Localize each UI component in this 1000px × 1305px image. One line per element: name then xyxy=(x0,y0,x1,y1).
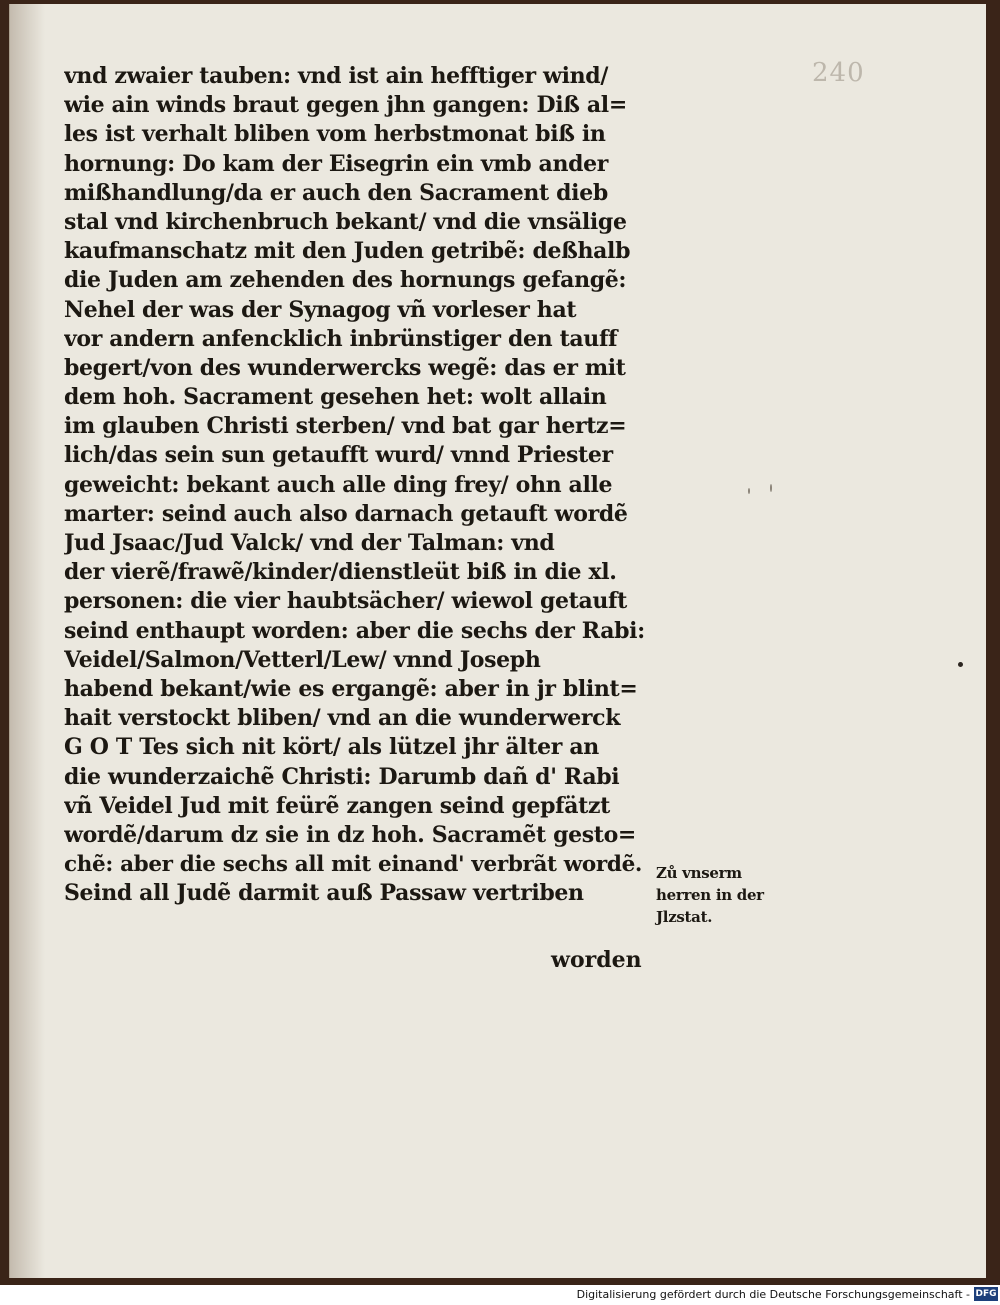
text-line: geweicht: bekant auch alle ding frey/ ohn alle xyxy=(64,471,613,498)
text-line: seind enthaupt worden: aber die sechs der Rabi: xyxy=(64,617,645,644)
text-line: lich/das sein sun getaufft wurd/ vnnd Priester xyxy=(64,442,613,469)
text-line: stal vnd kirchenbruch bekant/ vnd die vnsälige xyxy=(64,208,627,235)
marginal-note-line: Zů vnserm xyxy=(656,864,742,882)
ink-speck xyxy=(770,484,772,492)
footer-bar xyxy=(0,1285,1000,1305)
text-line: Seind all Judẽ darmit auß Passaw vertriben xyxy=(64,880,584,907)
text-line: vnd zwaier tauben: vnd ist ain hefftiger wind/ xyxy=(64,63,609,89)
marginal-note-line: Jlzstat. xyxy=(656,908,713,926)
text-line: kaufmanschatz mit den Juden getribẽ: deßhalb xyxy=(64,238,631,265)
gutter-shadow xyxy=(9,4,45,1278)
text-line: personen: die vier haubtsächer/ wiewol getauft xyxy=(64,588,627,615)
text-line: wordẽ/darum dz sie in dz hoh. Sacramẽt gesto= xyxy=(64,821,637,848)
folio-number: 240 xyxy=(812,58,865,88)
text-line: G O T Tes sich nit kört/ als lützel jhr älter an xyxy=(64,734,599,761)
text-line: mißhandlung/da er auch den Sacrament dieb xyxy=(64,179,608,206)
ink-speck xyxy=(748,488,750,494)
main-text-block xyxy=(64,62,648,908)
text-line: habend bekant/wie es ergangẽ: aber in jr blint= xyxy=(64,675,638,702)
text-line: vor andern anfencklich inbrünstiger den tauff xyxy=(64,325,618,352)
ink-speck xyxy=(958,662,963,667)
marginal-note xyxy=(656,862,786,928)
text-line: vñ Veidel Jud mit feürẽ zangen seind gepfätzt xyxy=(64,792,610,819)
text-line: Jud Jsaac/Jud Valck/ vnd der Talman: vnd xyxy=(64,530,555,556)
text-line: im glauben Christi sterben/ vnd bat gar hertz= xyxy=(64,413,627,440)
marginal-note-line: herren in der xyxy=(656,886,764,904)
text-line: begert/von des wunderwercks wegẽ: das er mit xyxy=(64,354,626,381)
text-line: dem hoh. Sacrament gesehen het: wolt allain xyxy=(64,384,607,411)
text-line: die Juden am zehenden des hornungs gefangẽ: xyxy=(64,267,627,294)
dfg-logo-icon: DFG xyxy=(975,1289,997,1299)
text-line: Nehel der was der Synagog vñ vorleser hat xyxy=(64,296,577,323)
text-line: hait verstockt bliben/ vnd an die wunderwerck xyxy=(64,705,621,732)
text-line: Veidel/Salmon/Vetterl/Lew/ vnnd Joseph xyxy=(64,646,541,673)
text-line: wie ain winds braut gegen jhn gangen: Diß al= xyxy=(64,92,627,119)
text-line: marter: seind auch also darnach getauft wordẽ xyxy=(64,500,628,527)
text-line: les ist verhalt bliben vom herbstmonat biß in xyxy=(64,121,606,148)
text-line: chẽ: aber die sechs all mit einand' verbrãt wordẽ. xyxy=(64,852,643,878)
footer-credit: Digitalisierung gefördert durch die Deutsche Forschungsgemeinschaft - xyxy=(576,1288,970,1301)
text-line: hornung: Do kam der Eisegrin ein vmb ander xyxy=(64,150,609,177)
text-line: die wunderzaichẽ Christi: Darumb dañ d' Rabi xyxy=(64,763,620,790)
catchword: worden xyxy=(551,947,642,973)
text-line: der vierẽ/frawẽ/kinder/dienstleüt biß in die xl. xyxy=(64,559,617,586)
